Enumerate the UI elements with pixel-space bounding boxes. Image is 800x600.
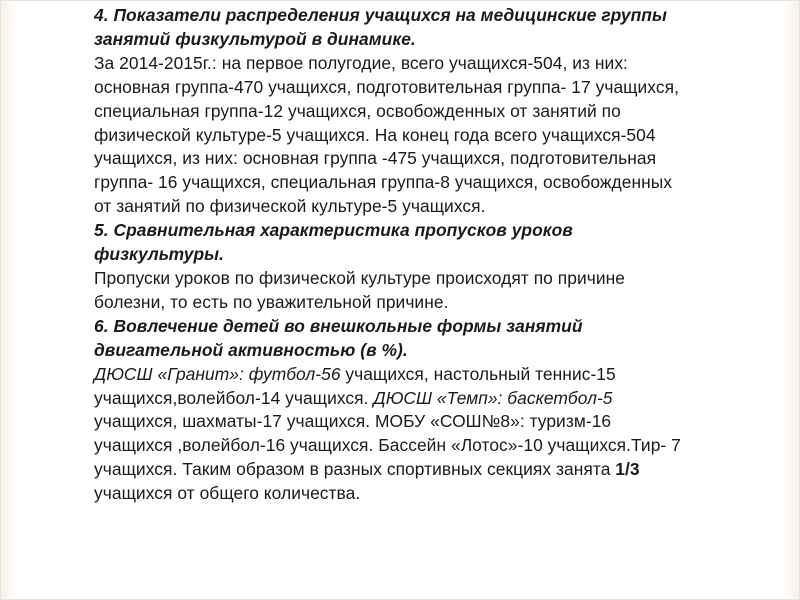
section-6-title-line-2: двигательной активностью (в %). (94, 339, 408, 360)
section-6-body-line-2 (94, 387, 784, 411)
section-6-line-1-rest: учащихся, настольный теннис-15 (340, 363, 616, 384)
section-6-body-line-1 (94, 363, 784, 387)
school-temp-italic: ДЮСШ «Темп»: баскетбол-5 (373, 387, 613, 408)
section-4-body-line: от занятий по физической культуре-5 учащихся. (94, 196, 486, 217)
section-6-line-5-start: учащихся. Таким образом в разных спортивных секциях занята (94, 459, 616, 480)
section-6-line-2-start: учащихся,волейбол-14 учащихся. (94, 387, 374, 408)
section-6-body-line-6: учащихся от общего количества. (94, 483, 361, 504)
section-4-body-line: физической культуре-5 учащихся. На конец года всего учащихся-504 (94, 124, 656, 145)
section-5-title-line-2: физкультуры. (94, 244, 224, 265)
section-5-title-line-1: 5. Сравнительная характеристика пропусков уроков (94, 220, 573, 241)
section-6-body-line-3: учащихся, шахматы-17 учащихся. МОБУ «СОШ№8»: туризм-16 (94, 411, 612, 432)
section-5-body-line: болезни, то есть по уважительной причине. (94, 291, 449, 312)
section-4-body-line: группа- 16 учащихся, специальная группа-8 учащихся, освобожденных (94, 172, 673, 193)
school-granit-italic: ДЮСШ «Гранит»: футбол-56 (94, 363, 341, 384)
fraction-highlight: 1/3 (615, 459, 640, 480)
section-5-body-line: Пропуски уроков по физической культуре происходят по причине (94, 267, 625, 288)
section-4-body-line: учащихся, из них: основная группа -475 учащихся, подготовительная (94, 148, 657, 169)
section-6-body-line-4: учащихся ,волейбол-16 учащихся. Бассейн «Лотос»-10 учащихся.Тир- 7 (94, 435, 681, 456)
left-edge-shade (1, 1, 19, 599)
section-4-title-line-2: занятий физкультурой в динамике. (94, 28, 416, 49)
section-6-title-line-1: 6. Вовлечение детей во внешкольные формы занятий (94, 315, 583, 336)
section-4-body-line: За 2014-2015г.: на первое полугодие, всего учащихся-504, из них: (94, 52, 628, 73)
section-4-body-line: специальная группа-12 учащихся, освобожденных от занятий по (94, 100, 621, 121)
slide-text-block (94, 4, 784, 506)
section-4-body-line: основная группа-470 учащихся, подготовительная группа- 17 учащихся, (94, 76, 679, 97)
section-6-body-line-5 (94, 458, 784, 482)
section-4-title-line-1: 4. Показатели распределения учащихся на медицинские группы (94, 5, 667, 25)
